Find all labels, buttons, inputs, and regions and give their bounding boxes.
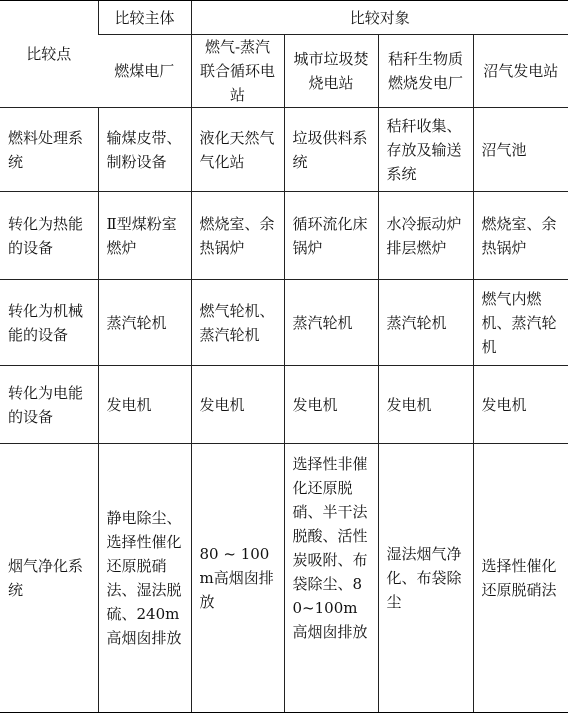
table-cell: 发电机 xyxy=(473,366,568,444)
table-cell: Ⅱ型煤粉室燃炉 xyxy=(98,192,191,280)
table-cell: 选择性非催化还原脱硝、半干法脱酸、活性炭吸附、布袋除尘、80~100m高烟囱排放 xyxy=(284,444,378,713)
table-cell: 发电机 xyxy=(191,366,284,444)
table-cell: 燃气轮机、蒸汽轮机 xyxy=(191,280,284,366)
table-cell: 液化天然气气化站 xyxy=(191,108,284,192)
table-cell: 燃烧室、余热锅炉 xyxy=(473,192,568,280)
row-label: 燃料处理系统 xyxy=(0,108,98,192)
row-label: 转化为热能的设备 xyxy=(0,192,98,280)
table-row xyxy=(0,108,568,192)
table-cell: 湿法烟气净化、布袋除尘 xyxy=(378,444,473,713)
header-subject-group: 比较主体 xyxy=(98,1,191,35)
table-cell: 蒸汽轮机 xyxy=(284,280,378,366)
table-cell: 蒸汽轮机 xyxy=(98,280,191,366)
table-cell: 秸秆收集、存放及输送系统 xyxy=(378,108,473,192)
table-cell: 沼气池 xyxy=(473,108,568,192)
header-column: 秸秆生物质燃烧发电厂 xyxy=(378,35,473,108)
header-column: 沼气发电站 xyxy=(473,35,568,108)
table-row xyxy=(0,444,568,713)
table-cell: 发电机 xyxy=(98,366,191,444)
table-cell: 输煤皮带、制粉设备 xyxy=(98,108,191,192)
header-column: 燃气-蒸汽联合循环电站 xyxy=(191,35,284,108)
table-cell: 发电机 xyxy=(284,366,378,444)
table-row xyxy=(0,280,568,366)
table-cell: 发电机 xyxy=(378,366,473,444)
table-cell: 循环流化床锅炉 xyxy=(284,192,378,280)
table-cell: 80 ~ 100m高烟囱排放 xyxy=(191,444,284,713)
header-comparison-point: 比较点 xyxy=(0,1,98,108)
header-object-group: 比较对象 xyxy=(191,1,568,35)
table-row xyxy=(0,192,568,280)
table-cell: 燃气内燃机、蒸汽轮机 xyxy=(473,280,568,366)
row-label: 转化为机械能的设备 xyxy=(0,280,98,366)
table-cell: 燃烧室、余热锅炉 xyxy=(191,192,284,280)
header-column: 城市垃圾焚烧电站 xyxy=(284,35,378,108)
table-cell: 垃圾供料系统 xyxy=(284,108,378,192)
row-label: 转化为电能的设备 xyxy=(0,366,98,444)
table-cell: 选择性催化还原脱硝法 xyxy=(473,444,568,713)
row-label: 烟气净化系统 xyxy=(0,444,98,713)
table-row xyxy=(0,366,568,444)
table-cell: 蒸汽轮机 xyxy=(378,280,473,366)
header-column: 燃煤电厂 xyxy=(98,35,191,108)
table-cell: 水冷振动炉排层燃炉 xyxy=(378,192,473,280)
table-cell: 静电除尘、选择性催化还原脱硝法、湿法脱硫、240m高烟囱排放 xyxy=(98,444,191,713)
